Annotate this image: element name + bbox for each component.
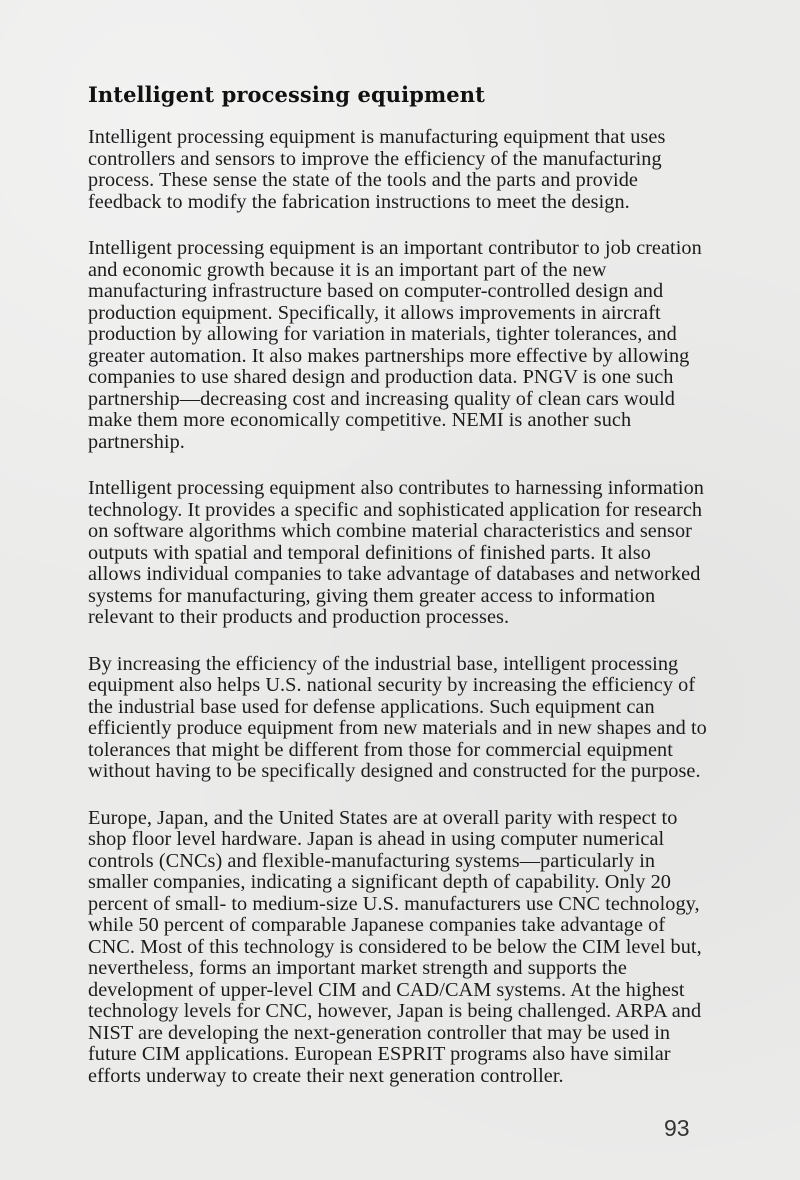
page-number: 93 (664, 1115, 690, 1141)
paragraph-definition: Intelligent processing equipment is manufacturing equipment that uses controllers and sensors to improve the efficiency of the manufacturing process. These sense the state of the tools and the parts and provide feedback to modify the fabrication instructions to meet the design. (88, 126, 666, 213)
section-heading: Intelligent processing equipment (88, 82, 485, 107)
body-text (88, 127, 708, 1112)
paragraph-information-technology: Intelligent processing equipment also contributes to harnessing information technology. It provides a specific and sophisticated application for research on software algorithms which combine material characteristics and sensor outputs with spatial and temporal definitions of finished parts. It also allows individual companies to take advantage of databases and networked systems for manufacturing, giving them greater access to information relevant to their products and production processes. (88, 477, 704, 628)
paragraph-national-security: By increasing the efficiency of the industrial base, intelligent processing equipment also helps U.S. national security by increasing the efficiency of the industrial base used for defense applications. Such equipment can efficiently produce equipment from new materials and in new shapes and to tolerances that might be different from those for commercial equipment without having to be specifically designed and constructed for the purpose. (88, 652, 707, 782)
paragraph-international-comparison: Europe, Japan, and the United States are at overall parity with respect to shop floor level hardware. Japan is ahead in using computer numerical controls (CNCs) and flexible-manufacturing systems—particularly in smaller companies, indicating a significant depth of capability. Only 20 percent of small- to medium-size U.S. manufacturers use CNC technology, while 50 percent of comparable Japanese companies take advantage of CNC. Most of this technology is considered to be below the CIM level but, nevertheless, forms an important market strength and supports the development of upper-level CIM and CAD/CAM systems. At the highest technology levels for CNC, however, Japan is being challenged. ARPA and NIST are developing the next-generation controller that may be used in future CIM applications. European ESPRIT programs also have similar efforts underway to create their next generation controller. (88, 806, 702, 1087)
paragraph-economic-growth: Intelligent processing equipment is an important contributor to job creation and economic growth because it is an important part of the new manufacturing infrastructure based on computer-controlled design and production equipment. Specifically, it allows improvements in aircraft production by allowing for variation in materials, tighter tolerances, and greater automation. It also makes partnerships more effective by allowing companies to use shared design and production data. PNGV is one such partnership—decreasing cost and increasing quality of clean cars would make them more economically competitive. NEMI is another such partnership. (88, 237, 702, 453)
